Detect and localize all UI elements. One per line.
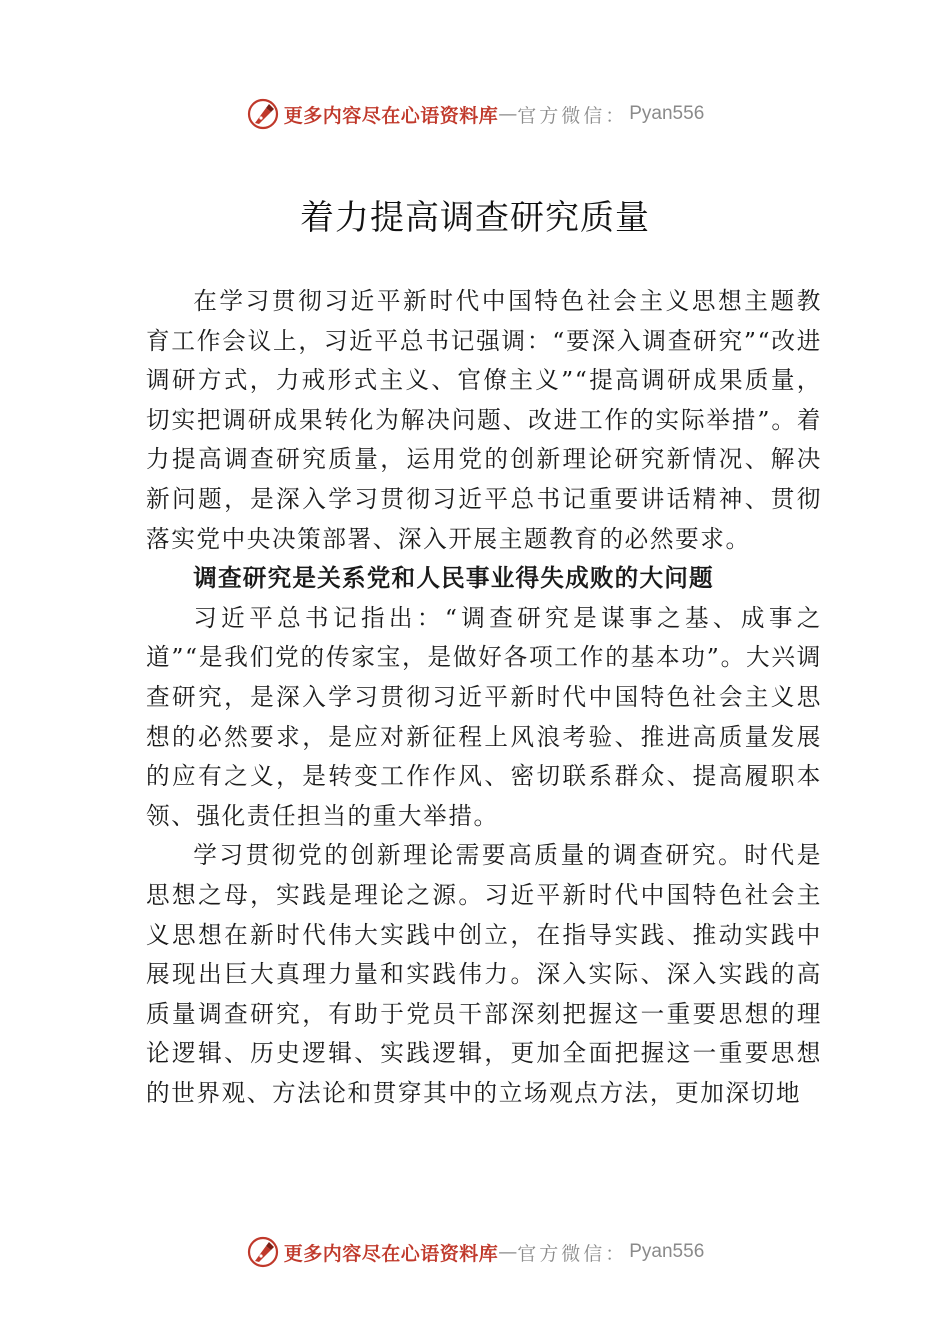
banner-wechat-id: Pyan556: [629, 1241, 705, 1262]
banner-separator: —: [498, 103, 518, 125]
pen-nib-logo-icon: [246, 1235, 280, 1269]
document-title: 着力提高调查研究质量: [300, 198, 650, 238]
body-paragraph: 学习贯彻党的创新理论需要高质量的调查研究。时代是思想之母，实践是理论之源。习近平新时代中国特色社会主义思想在新时代伟大实践中创立，在指导实践、推动实践中展现出巨大真理力量和实践伟力。深入实际、深入实践的高质量调查研究，有助于党员干部深刻把握这一重要思想的理论逻辑、历史逻辑、实践逻辑，更加全面把握这一重要思想的世界观、方法论和贯穿其中的立场观点方法，更加深切地: [146, 841, 822, 1107]
banner-wechat-label: 官方微信：: [517, 1242, 628, 1265]
banner-separator: —: [498, 1241, 518, 1263]
pen-nib-logo-icon: [246, 97, 280, 131]
body-paragraph: 习近平总书记指出：“调查研究是谋事之基、成事之道”“是我们党的传家宝，是做好各项工作的基本功”。大兴调查研究，是深入学习贯彻习近平新时代中国特色社会主义思想的必然要求，是应对新征程上风浪考验、推进高质量发展的应有之义，是转变工作作风、密切联系群众、提高履职本领、强化责任担当的重大举措。: [146, 603, 822, 830]
banner-brand-text: 更多内容尽在心语资料库: [283, 1242, 499, 1265]
banner-wechat-label: 官方微信：: [517, 104, 628, 127]
banner-wechat-id: Pyan556: [629, 103, 705, 124]
section-heading: 调查研究是关系党和人民事业得失成败的大问题: [193, 564, 714, 593]
banner-brand-text: 更多内容尽在心语资料库: [283, 104, 499, 127]
intro-paragraph: 在学习贯彻习近平新时代中国特色社会主义思想主题教育工作会议上，习近平总书记强调：“要深入调查研究”“改进调研方式，力戒形式主义、官僚主义”“提高调研成果质量，切实把调研成果转化为解决问题、改进工作的实际举措”。着力提高调查研究质量，运用党的创新理论研究新情况、解决新问题，是深入学习贯彻习近平总书记重要讲话精神、贯彻落实党中央决策部署、深入开展主题教育的必然要求。: [146, 287, 822, 553]
header-watermark-banner: [0, 94, 950, 134]
footer-watermark-banner: [0, 1232, 950, 1272]
document-body: [146, 282, 822, 1113]
